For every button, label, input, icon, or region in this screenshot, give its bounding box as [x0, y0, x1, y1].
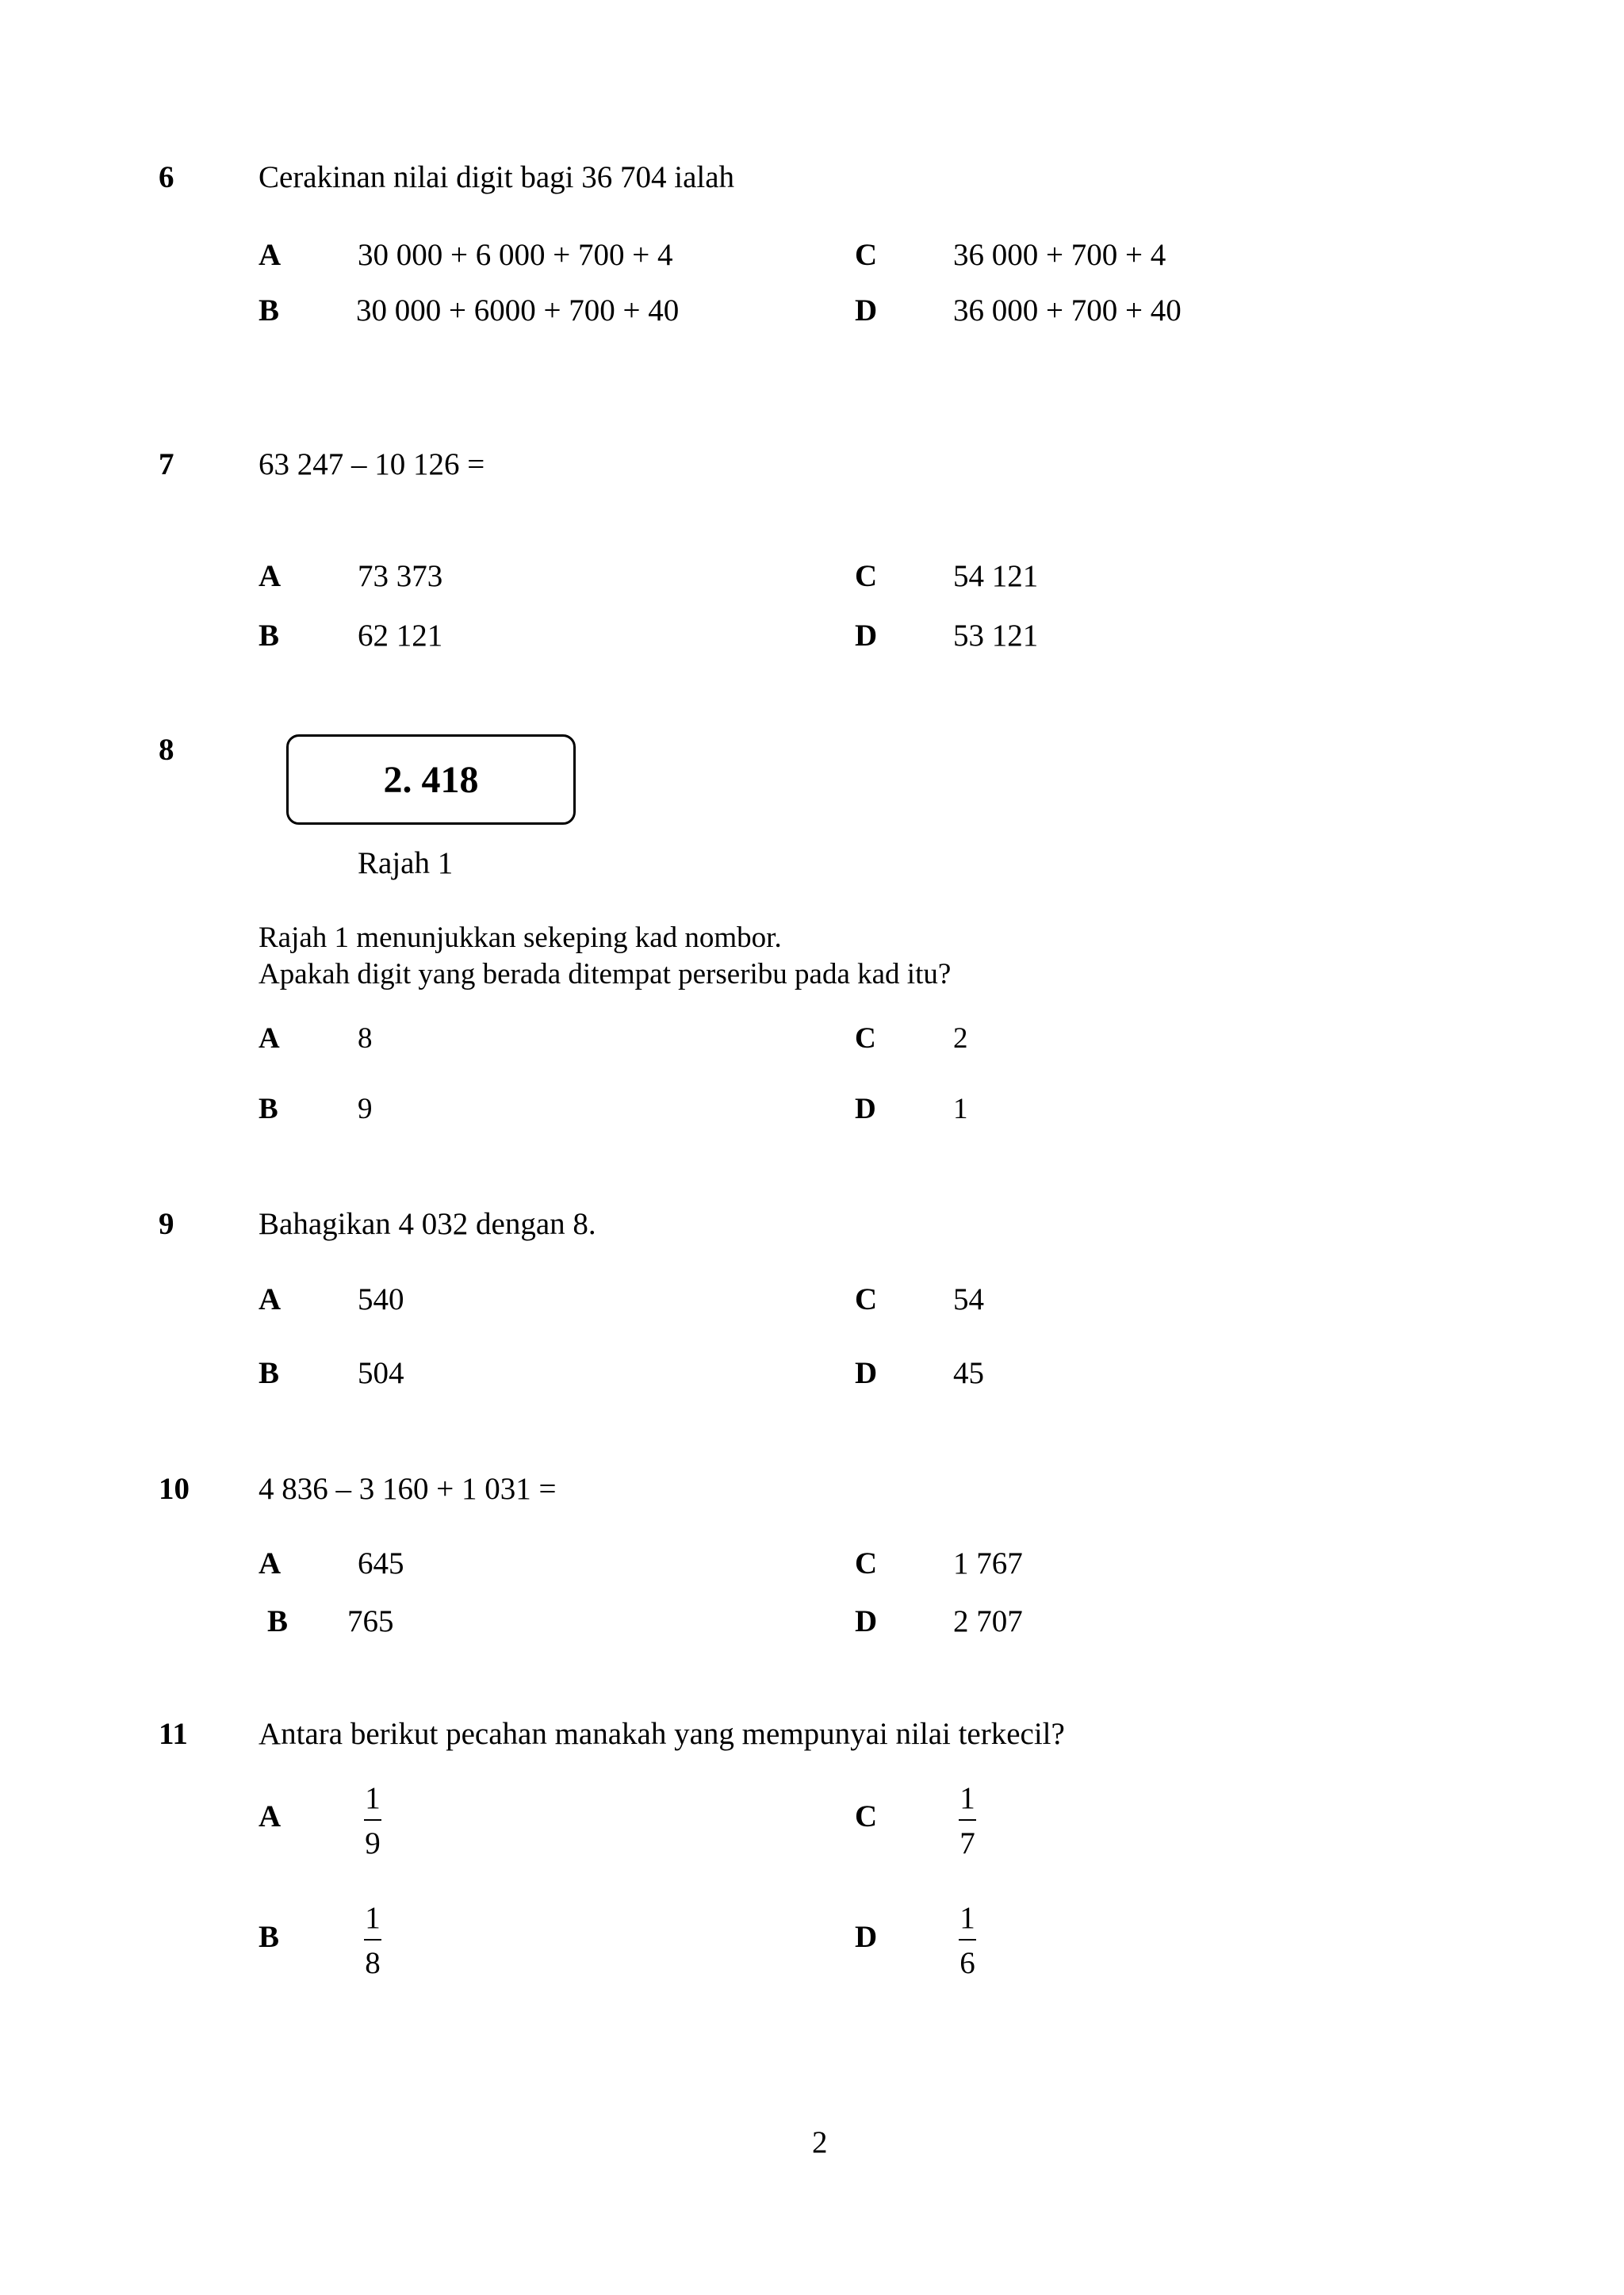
question-number: 10 [159, 1472, 190, 1506]
option-letter-c: C [855, 1799, 878, 1833]
option-text-b: 504 [358, 1356, 404, 1390]
fraction-bar [959, 1939, 976, 1941]
option-text-c: 54 121 [953, 559, 1039, 593]
option-letter-b: B [259, 1356, 280, 1390]
page-number: 2 [812, 2125, 828, 2159]
option-text-a: 73 373 [358, 559, 443, 593]
option-text-b: 765 [347, 1604, 394, 1638]
option-text-b: 9 [358, 1093, 373, 1125]
question-stem-line-1: Rajah 1 menunjukkan sekeping kad nombor. [259, 921, 782, 954]
question-stem: 4 836 – 3 160 + 1 031 = [259, 1472, 557, 1506]
option-text-d: 36 000 + 700 + 40 [953, 293, 1182, 328]
option-letter-b: B [259, 1093, 278, 1125]
option-text-a: 645 [358, 1546, 404, 1580]
question-number: 6 [159, 160, 174, 194]
option-letter-d: D [855, 1604, 878, 1638]
option-text-a: 8 [358, 1022, 373, 1055]
fraction-bar [364, 1819, 381, 1821]
question-number: 7 [159, 447, 174, 481]
option-letter-a: A [259, 1546, 282, 1580]
option-letter-d: D [855, 293, 878, 328]
fraction-denominator: 8 [365, 1946, 381, 1980]
option-letter-d: D [855, 1356, 878, 1390]
option-letter-b: B [259, 293, 280, 328]
option-text-d: 2 707 [953, 1604, 1023, 1638]
question-stem: Antara berikut pecahan manakah yang mempunyai nilai terkecil? [259, 1717, 1065, 1751]
question-stem: Cerakinan nilai digit bagi 36 704 ialah [259, 160, 735, 194]
fraction-numerator: 1 [959, 1901, 975, 1935]
option-letter-a: A [259, 1799, 282, 1833]
fraction-b [345, 1902, 400, 1979]
option-text-a: 30 000 + 6 000 + 700 + 4 [358, 238, 673, 272]
fraction-denominator: 7 [959, 1826, 975, 1860]
option-text-b: 62 121 [358, 619, 443, 653]
option-letter-b: B [267, 1604, 289, 1638]
option-letter-a: A [259, 559, 282, 593]
option-text-d: 45 [953, 1356, 984, 1390]
fraction-denominator: 6 [959, 1946, 975, 1980]
option-text-d: 53 121 [953, 619, 1039, 653]
question-number: 9 [159, 1207, 174, 1241]
question-stem: 63 247 – 10 126 = [259, 447, 485, 481]
option-text-c: 36 000 + 700 + 4 [953, 238, 1166, 272]
option-letter-b: B [259, 619, 280, 653]
option-letter-a: A [259, 1282, 282, 1316]
option-text-b: 30 000 + 6000 + 700 + 40 [356, 293, 680, 328]
option-text-c: 54 [953, 1282, 984, 1316]
option-letter-c: C [855, 1022, 876, 1055]
option-letter-d: D [855, 1920, 878, 1954]
fraction-denominator: 9 [365, 1826, 381, 1860]
option-text-a: 540 [358, 1282, 404, 1316]
question-stem: Bahagikan 4 032 dengan 8. [259, 1207, 596, 1241]
question-number: 11 [159, 1717, 188, 1751]
number-card-value: 2. 418 [383, 758, 479, 801]
fraction-numerator: 1 [365, 1781, 381, 1815]
option-letter-c: C [855, 1282, 878, 1316]
option-letter-d: D [855, 1093, 876, 1125]
option-letter-c: C [855, 1546, 878, 1580]
option-text-d: 1 [953, 1093, 968, 1125]
option-text-c: 1 767 [953, 1546, 1023, 1580]
fraction-c [940, 1783, 995, 1859]
question-stem-line-2: Apakah digit yang berada ditempat perseribu pada kad itu? [259, 958, 952, 990]
option-letter-a: A [259, 238, 282, 272]
fraction-bar [959, 1819, 976, 1821]
option-letter-c: C [855, 559, 878, 593]
option-letter-a: A [259, 1022, 280, 1055]
figure-caption: Rajah 1 [358, 846, 454, 880]
option-letter-c: C [855, 238, 878, 272]
option-letter-d: D [855, 619, 878, 653]
option-letter-b: B [259, 1920, 280, 1954]
fraction-a [345, 1783, 400, 1859]
fraction-numerator: 1 [365, 1901, 381, 1935]
fraction-d [940, 1902, 995, 1979]
fraction-bar [364, 1939, 381, 1941]
fraction-numerator: 1 [959, 1781, 975, 1815]
option-text-c: 2 [953, 1022, 968, 1055]
number-card [286, 734, 576, 825]
question-number: 8 [159, 733, 174, 767]
